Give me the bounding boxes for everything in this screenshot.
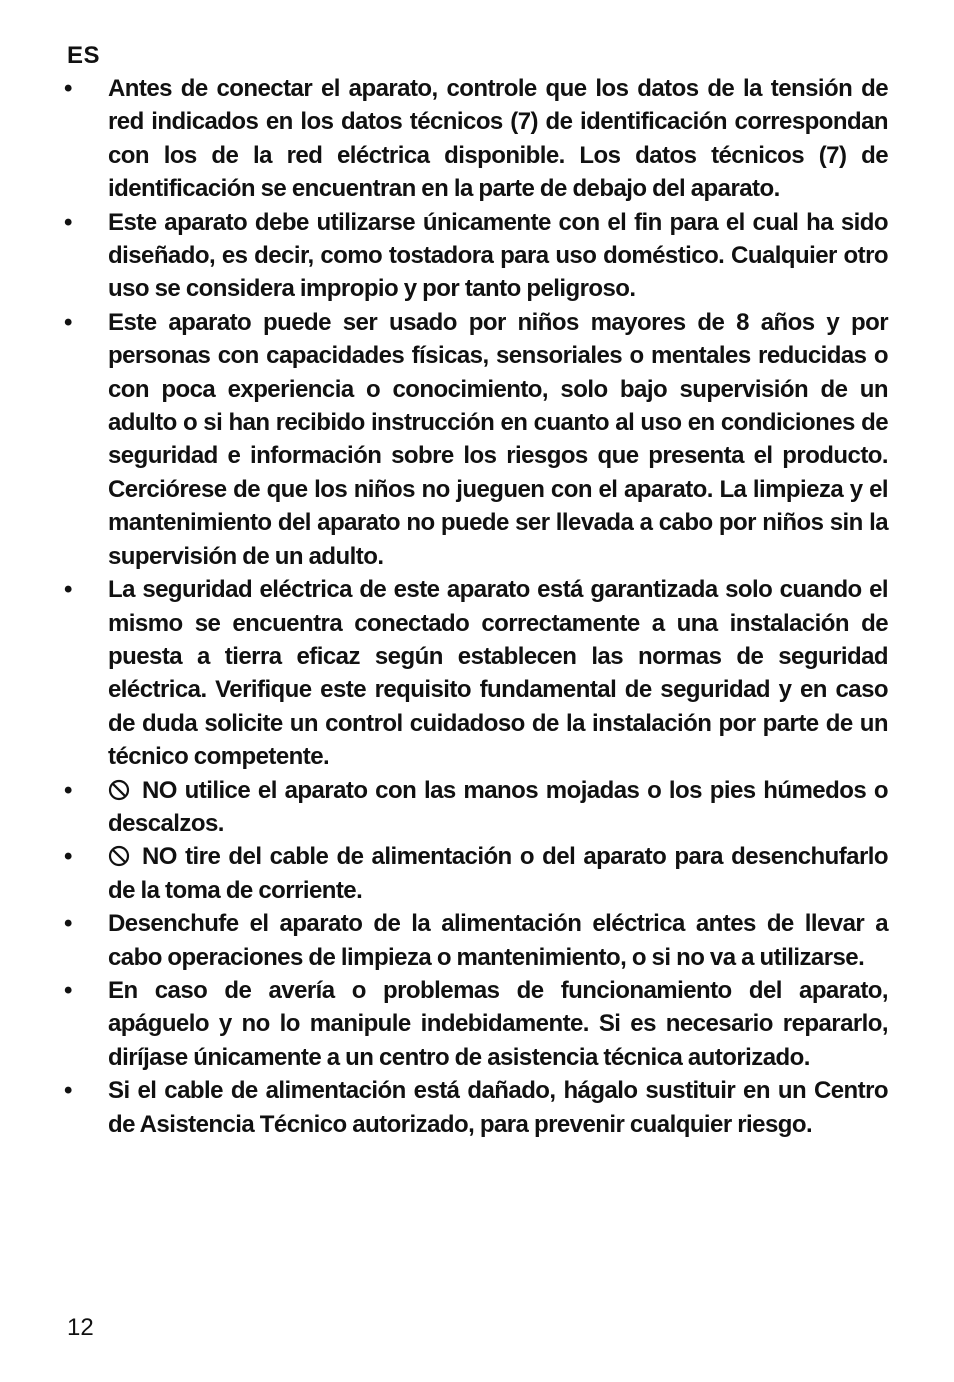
item-text: Antes de conectar el aparato, controle que los datos de la tensión de red indicados en los datos técnicos (7) de identificación correspondan con los de la red eléctrica disponible. Los datos técnicos (7) de identificación se encuentran en la parte de debajo del aparato. (108, 75, 888, 203)
safety-warnings-list (62, 72, 888, 1141)
bullet: • (64, 910, 72, 938)
list-item (62, 1074, 888, 1141)
item-text: NO tire del cable de alimentación o del aparato para desenchufarlo de la toma de corriente. (108, 843, 888, 904)
list-item (62, 840, 888, 907)
list-item (62, 206, 888, 306)
bullet: • (64, 776, 72, 804)
list-item (62, 774, 888, 841)
item-text: NO utilice el aparato con las manos mojadas o los pies húmedos o descalzos. (108, 776, 888, 837)
bullet: • (64, 1077, 72, 1105)
item-text: Si el cable de alimentación está dañado, hágalo sustituir en un Centro de Asistencia Técnico autorizado, para prevenir cualquier riesgo. (108, 1077, 888, 1138)
prohibition-icon (108, 779, 130, 801)
language-code: ES (67, 42, 101, 69)
bullet: • (64, 843, 72, 871)
list-item (62, 72, 888, 206)
bullet: • (64, 208, 72, 236)
page-number: 12 (67, 1314, 94, 1341)
list-item (62, 306, 888, 573)
bullet: • (64, 75, 72, 102)
bullet: • (64, 308, 72, 336)
item-text: Este aparato debe utilizarse únicamente con el fin para el cual ha sido diseñado, es decir, como tostadora para uso doméstico. Cualquier otro uso se considera impropio y por tanto peligroso. (108, 208, 888, 303)
prohibition-icon (108, 845, 130, 867)
list-item (62, 907, 888, 974)
bullet: • (64, 576, 72, 604)
bullet: • (64, 976, 72, 1004)
item-text: En caso de avería o problemas de funcionamiento del aparato, apáguelo y no lo manipule indebidamente. Si es necesario repararlo, diríjase únicamente a un centro de asistencia técnica autorizado. (108, 976, 888, 1071)
item-text: Desenchufe el aparato de la alimentación eléctrica antes de llevar a cabo operaciones de limpieza o mantenimiento, o si no va a utilizarse. (108, 910, 888, 971)
item-text: Este aparato puede ser usado por niños mayores de 8 años y por personas con capacidades físicas, sensoriales o mentales reducidas o con poca experiencia o conocimiento, solo bajo supervisión de un adulto o si han recibido instrucción en cuanto al uso en condiciones de seguridad e información sobre los riesgos que presenta el producto. Cerciórese de que los niños no jueguen con el aparato. La limpieza y el mantenimiento del aparato no puede ser llevada a cabo por niños sin la supervisión de un adulto. (108, 308, 888, 570)
item-text: La seguridad eléctrica de este aparato está garantizada solo cuando el mismo se encuentra conectado correctamente a una instalación de puesta a tierra eficaz según establecen las normas de seguridad eléctrica. Verifique este requisito fundamental de seguridad y en caso de duda solicite un control cuidadoso de la instalación por parte de un técnico competente. (108, 576, 888, 771)
list-item (62, 573, 888, 773)
list-item (62, 974, 888, 1074)
